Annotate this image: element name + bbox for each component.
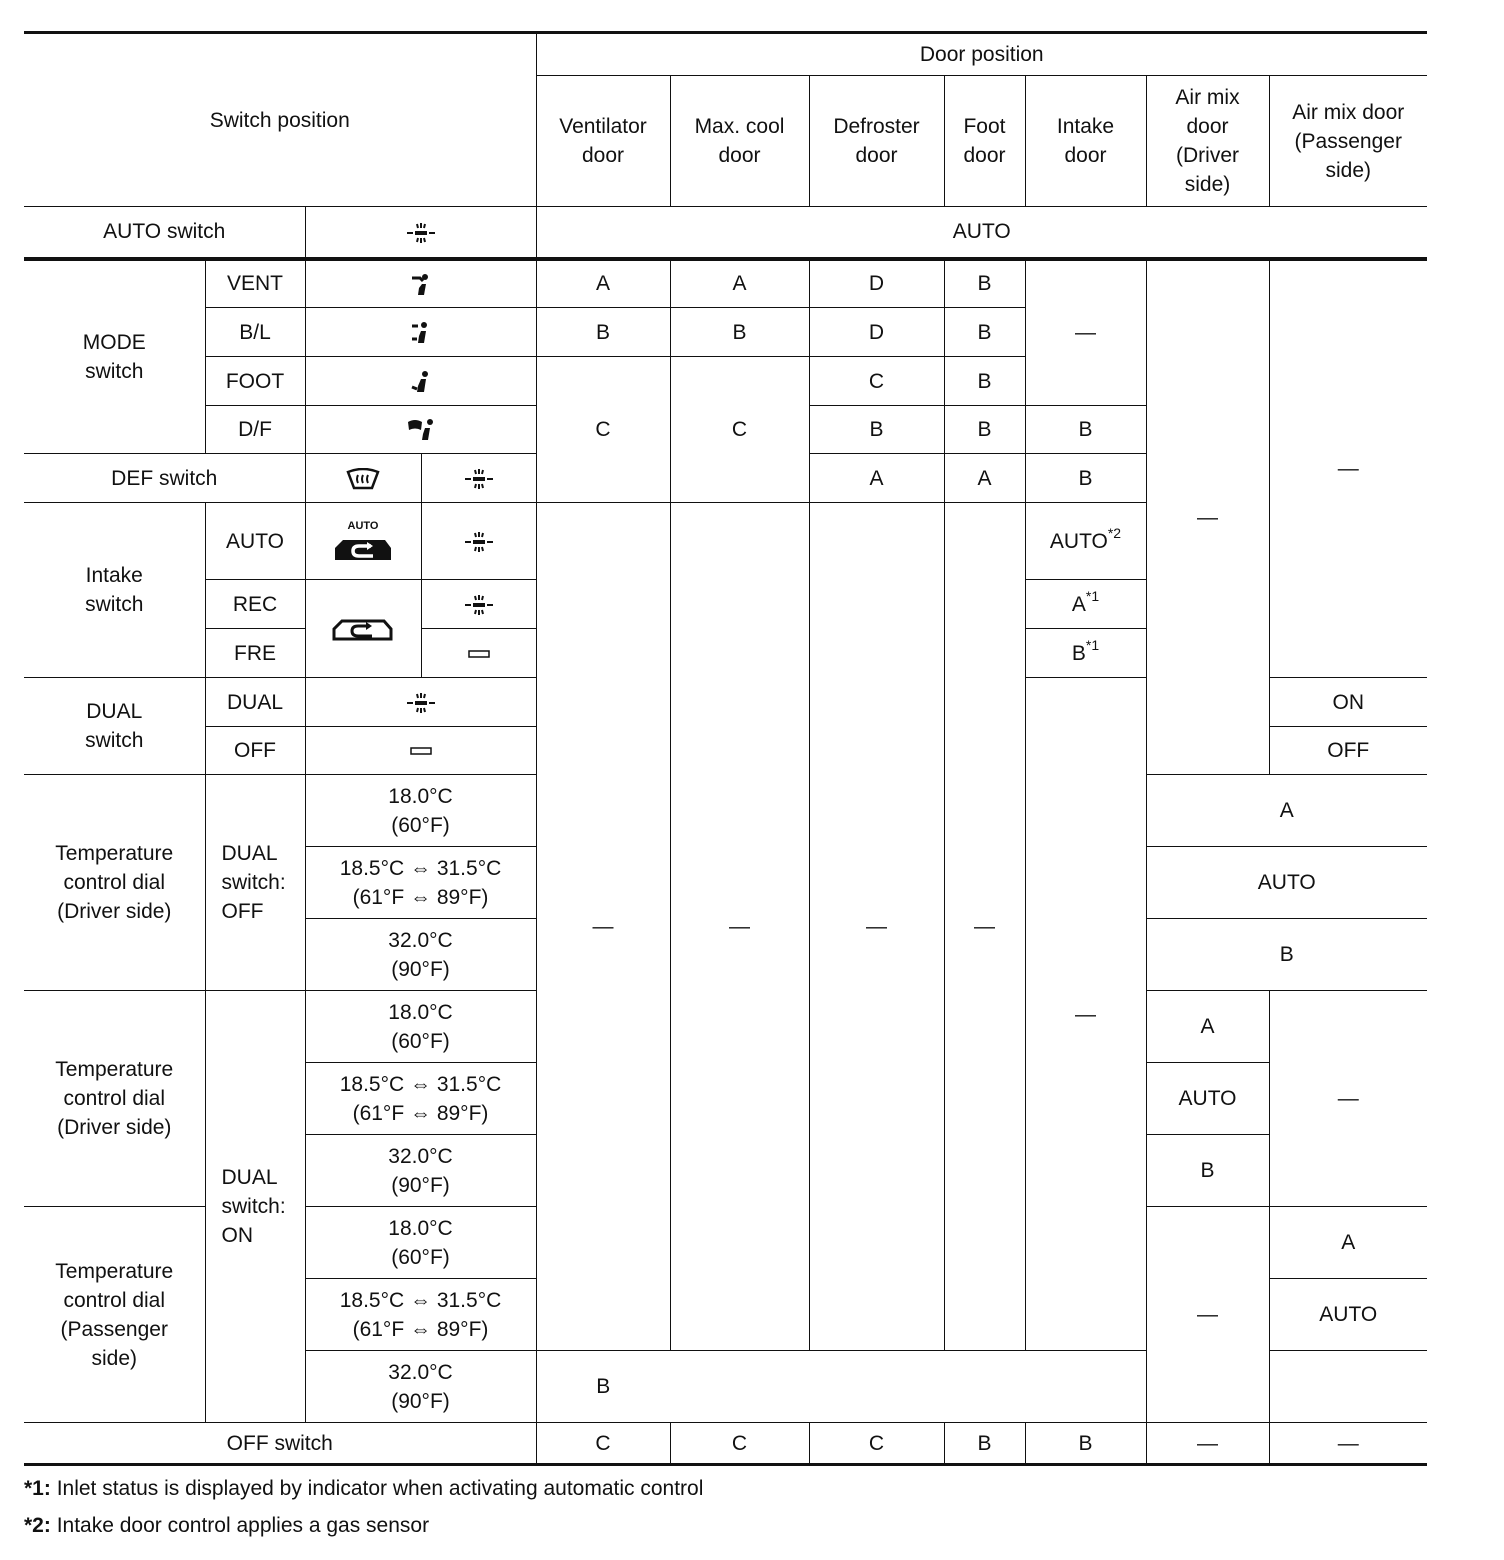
- intake-auto-icon-cell: [305, 503, 421, 580]
- vent-vent-door: A: [536, 259, 670, 308]
- airmix-passenger-mid: AUTO: [1269, 1279, 1427, 1351]
- foot-mode-icon: [410, 370, 432, 394]
- dual-off-label: OFF: [205, 727, 305, 775]
- airmix-driver-high: B: [1146, 1135, 1269, 1207]
- indicator-off-icon: [467, 648, 491, 660]
- temp-mid: 18.5°C ⇔ 31.5°C (61°F ⇔ 89°F): [305, 1279, 536, 1351]
- off-vent-door: C: [536, 1423, 670, 1465]
- indicator-off-icon: [409, 745, 433, 757]
- footnote-2: *2: Intake door control applies a gas sensor: [24, 1514, 430, 1537]
- indicator-lit-icon: [460, 531, 498, 553]
- indicator-lit-icon: [460, 468, 498, 490]
- mode-bl-label: B/L: [205, 308, 305, 357]
- temp-low: 18.0°C (60°F): [305, 1207, 536, 1279]
- dual-on-state-label: DUAL switch: ON: [205, 991, 305, 1423]
- def-switch-label: DEF switch: [24, 454, 305, 503]
- intake-fre-label: FRE: [205, 629, 305, 678]
- mode-foot-label: FOOT: [205, 357, 305, 406]
- footnote-1: *1: Inlet status is displayed by indicator when activating automatic control: [24, 1477, 704, 1500]
- def-foot-door: A: [944, 454, 1025, 503]
- col-defroster-door: Defroster door: [809, 76, 944, 207]
- temp-mid: 18.5°C ⇔ 31.5°C (61°F ⇔ 89°F): [305, 1063, 536, 1135]
- intake-fre-value: $B^{*1}$: [1025, 629, 1146, 678]
- temp-high: 32.0°C (90°F): [305, 1351, 536, 1423]
- airmix-passenger-dash: —: [1269, 991, 1427, 1207]
- intake-rec-value: $A^{*1}$: [1025, 580, 1146, 629]
- temp-passenger-label: Temperature control dial (Passenger side): [24, 1207, 205, 1423]
- off-airmix-passenger: —: [1269, 1423, 1427, 1465]
- foot-foot-door: B: [944, 357, 1025, 406]
- defroster-door-dash: —: [809, 503, 944, 1351]
- footnotes: [24, 1470, 703, 1544]
- off-maxcool-door: C: [670, 1423, 809, 1465]
- foot-df-vent-door: C: [536, 357, 670, 503]
- temp-low: 18.0°C (60°F): [305, 991, 536, 1063]
- dual-switch-label: DUAL switch: [24, 678, 205, 775]
- airmix-driver-top: —: [1146, 259, 1269, 775]
- col-foot-door: Foot door: [944, 76, 1025, 207]
- switch-position-header: Switch position: [24, 33, 536, 207]
- defroster-icon: [346, 468, 380, 490]
- dual-on-passenger: ON: [1269, 678, 1427, 727]
- dual-off-state-label: DUAL switch: OFF: [205, 775, 305, 991]
- indicator-lit-icon: [402, 222, 440, 244]
- col-air-mix-passenger: Air mix door (Passenger side): [1269, 76, 1427, 207]
- vent-maxcool-door: A: [670, 259, 809, 308]
- off-intake-door: B: [1025, 1423, 1146, 1465]
- indicator-lit-icon: [402, 692, 440, 714]
- intake-auto-icon-label: AUTO: [347, 520, 379, 533]
- airmix-passenger-high: B: [536, 1351, 670, 1423]
- intake-door-dash: —: [1025, 678, 1146, 1351]
- col-intake-door: Intake door: [1025, 76, 1146, 207]
- df-intake-door: B: [1025, 406, 1146, 454]
- temp-high: 32.0°C (90°F): [305, 919, 536, 991]
- off-airmix-driver: —: [1146, 1423, 1269, 1465]
- auto-indicator-cell: [305, 207, 536, 259]
- door-position-header: Door position: [536, 33, 1427, 76]
- off-foot-door: B: [944, 1423, 1025, 1465]
- bilevel-mode-icon: [410, 321, 432, 345]
- temp-mid: 18.5°C ⇔ 31.5°C (61°F ⇔ 89°F): [305, 847, 536, 919]
- df-foot-door: B: [944, 406, 1025, 454]
- off-switch-label: OFF switch: [24, 1423, 536, 1465]
- bl-vent-door: B: [536, 308, 670, 357]
- airmix-driver-dash: —: [1146, 1207, 1269, 1423]
- def-intake-door: B: [1025, 454, 1146, 503]
- dual-dual-label: DUAL: [205, 678, 305, 727]
- intake-switch-label: Intake switch: [24, 503, 205, 678]
- maxcool-door-dash: —: [670, 503, 809, 1351]
- mode-intake-door: —: [1025, 259, 1146, 406]
- vent-foot-door: B: [944, 259, 1025, 308]
- col-air-mix-driver: Air mix door (Driver side): [1146, 76, 1269, 207]
- temp-high: 32.0°C (90°F): [305, 1135, 536, 1207]
- airmix-passenger-low: A: [1269, 1207, 1427, 1279]
- airmix-passenger-top: —: [1269, 259, 1427, 678]
- temp-low: 18.0°C (60°F): [305, 775, 536, 847]
- off-defroster-door: C: [809, 1423, 944, 1465]
- foot-defroster-door: C: [809, 357, 944, 406]
- bl-maxcool-door: B: [670, 308, 809, 357]
- intake-auto-value: AUTO$^{*2}$: [1025, 503, 1146, 580]
- auto-switch-label: AUTO switch: [24, 207, 305, 259]
- foot-door-dash: —: [944, 503, 1025, 1351]
- def-defroster-door: A: [809, 454, 944, 503]
- airmix-driver-mid: AUTO: [1146, 1063, 1269, 1135]
- recirculation-auto-icon: [333, 534, 393, 562]
- dual-off-passenger: OFF: [1269, 727, 1427, 775]
- airmix-both-high: B: [1146, 919, 1427, 991]
- recirculation-icon: [332, 616, 394, 642]
- col-ventilator-door: Ventilator door: [536, 76, 670, 207]
- auto-value: AUTO: [536, 207, 1427, 259]
- airmix-both-mid: AUTO: [1146, 847, 1427, 919]
- vent-mode-icon: [410, 273, 432, 297]
- col-max-cool-door: Max. cool door: [670, 76, 809, 207]
- vent-door-dash: —: [536, 503, 670, 1351]
- df-defroster-door: B: [809, 406, 944, 454]
- indicator-lit-icon: [460, 594, 498, 616]
- mode-df-label: D/F: [205, 406, 305, 454]
- bl-defroster-door: D: [809, 308, 944, 357]
- foot-df-maxcool-door: C: [670, 357, 809, 503]
- intake-auto-label: AUTO: [205, 503, 305, 580]
- vent-defroster-door: D: [809, 259, 944, 308]
- temp-driver-off-label: Temperature control dial (Driver side): [24, 775, 205, 991]
- door-position-table: [24, 31, 1427, 1466]
- def-foot-mode-icon: [406, 418, 436, 442]
- airmix-driver-low: A: [1146, 991, 1269, 1063]
- mode-vent-label: VENT: [205, 259, 305, 308]
- temp-driver-on-label: Temperature control dial (Driver side): [24, 991, 205, 1207]
- bl-foot-door: B: [944, 308, 1025, 357]
- intake-rec-label: REC: [205, 580, 305, 629]
- mode-switch-label: MODE switch: [24, 259, 205, 454]
- airmix-both-low: A: [1146, 775, 1427, 847]
